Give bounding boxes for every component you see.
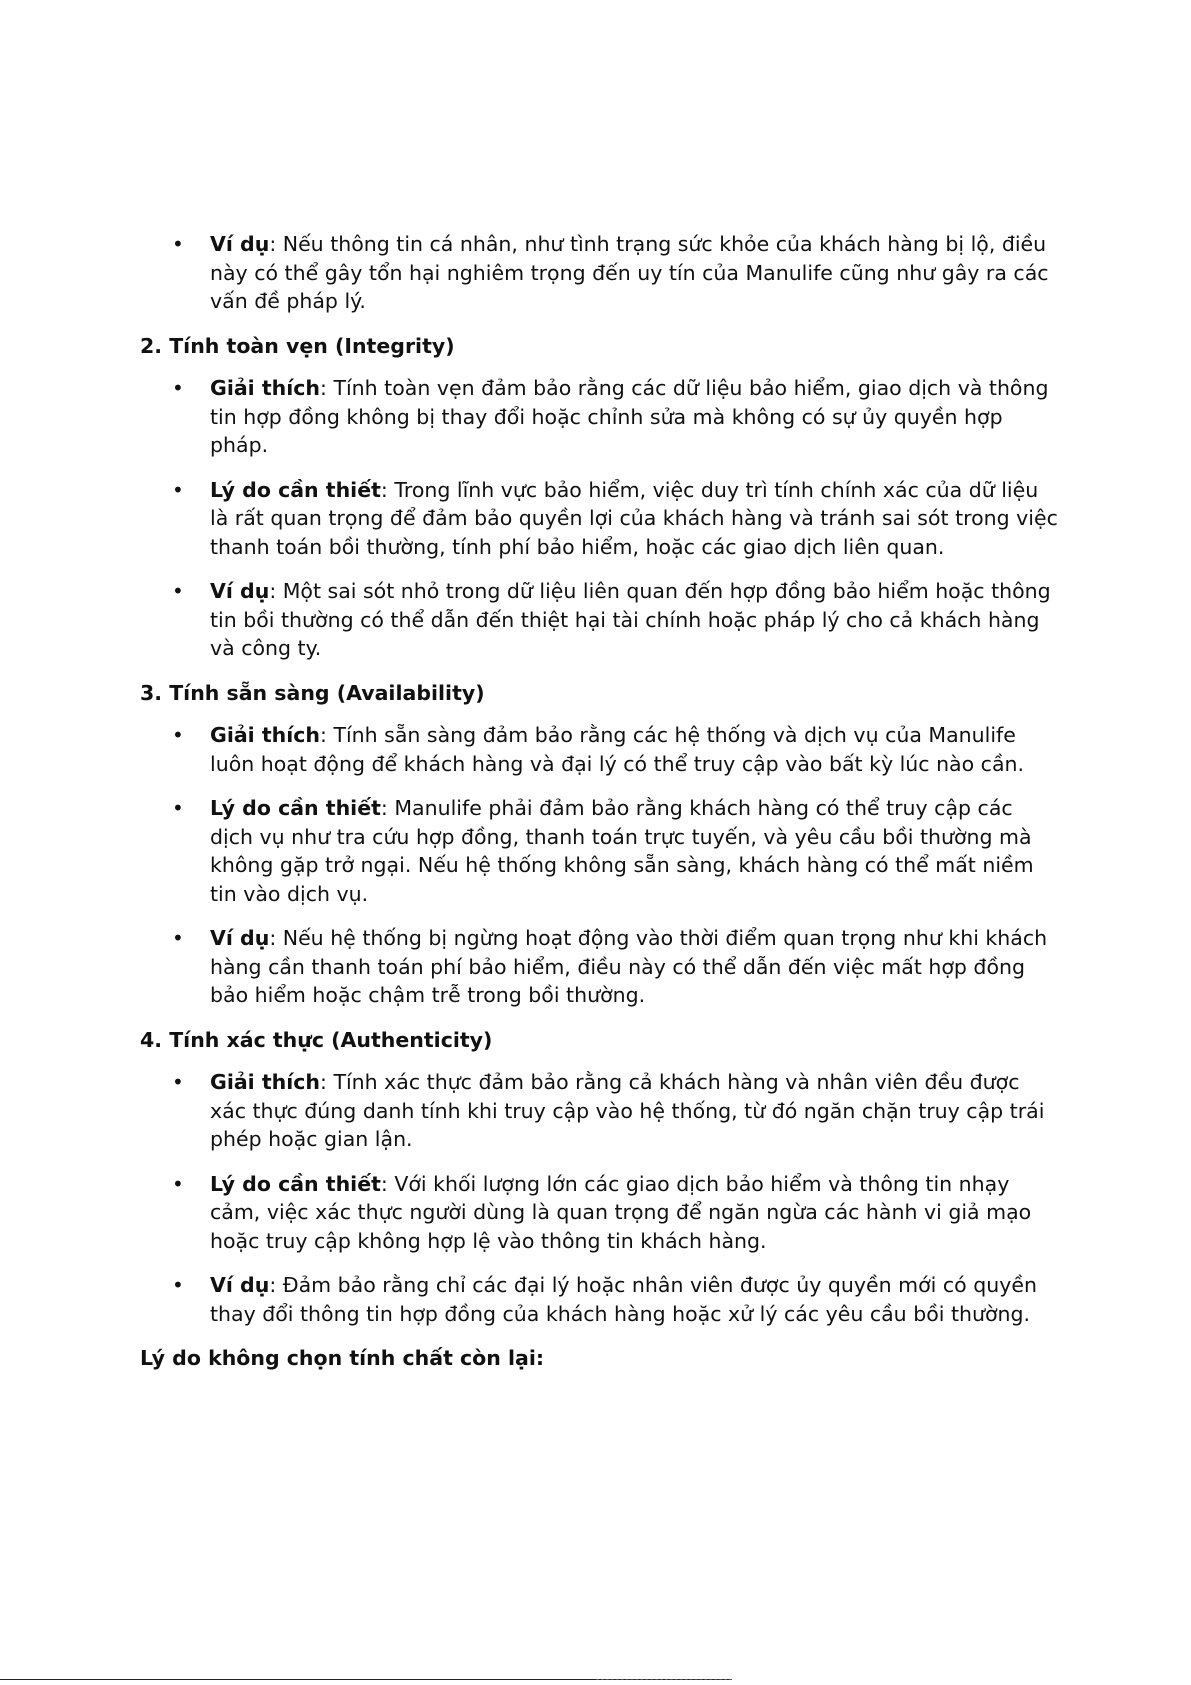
list-item xyxy=(140,374,1060,460)
list-item xyxy=(140,476,1060,562)
bullet-icon: • xyxy=(172,232,184,256)
bullet-icon: • xyxy=(172,1273,184,1297)
list-item xyxy=(140,1170,1060,1256)
section-heading-availability: 3. Tính sẵn sàng (Availability) xyxy=(140,680,485,705)
item-text: : Đảm bảo rằng chỉ các đại lý hoặc nhân viên được ủy quyền mới có quyền thay đổi thông tin hợp đồng của khách hàng hoặc xử lý các yêu cầu bồi thường. xyxy=(210,1273,1037,1326)
item-text: : Tính xác thực đảm bảo rằng cả khách hàng và nhân viên đều được xác thực đúng danh tính khi truy cập vào hệ thống, từ đó ngăn chặn truy cập trái phép hoặc gian lận. xyxy=(210,1070,1045,1151)
list-item xyxy=(140,924,1060,1010)
list-item xyxy=(140,577,1060,663)
bullet-icon: • xyxy=(172,376,184,400)
bullet-icon: • xyxy=(172,796,184,820)
bullet-icon: • xyxy=(172,579,184,603)
list-item xyxy=(140,230,1060,316)
item-label: Lý do cần thiết xyxy=(210,477,381,502)
item-text: : Nếu thông tin cá nhân, như tình trạng sức khỏe của khách hàng bị lộ, điều này có thể gây tổn hại nghiêm trọng đến uy tín của Manulife cũng như gây ra các vấn đề pháp lý. xyxy=(210,232,1049,313)
document-body xyxy=(140,230,1060,1387)
item-label: Giải thích xyxy=(210,376,321,400)
list-item xyxy=(140,1068,1060,1154)
bullet-icon: • xyxy=(172,1070,184,1094)
item-label: Lý do cần thiết xyxy=(210,1171,381,1196)
list-item xyxy=(140,1271,1060,1328)
item-text: : Trong lĩnh vực bảo hiểm, việc duy trì tính chính xác của dữ liệu là rất quan trọng để đảm bảo quyền lợi của khách hàng và tránh sai sót trong việc thanh toán bồi thường, tính phí bảo hiểm, hoặc các giao dịch liên quan. xyxy=(210,477,1058,559)
item-text: : Một sai sót nhỏ trong dữ liệu liên quan đến hợp đồng bảo hiểm hoặc thông tin bồi thường có thể dẫn đến thiệt hại tài chính hoặc pháp lý cho cả khách hàng và công ty. xyxy=(210,579,1051,660)
item-label: Lý do cần thiết xyxy=(210,796,381,820)
closing-heading: Lý do không chọn tính chất còn lại: xyxy=(140,1346,545,1370)
bullet-icon: • xyxy=(172,926,184,950)
bullet-icon: • xyxy=(172,477,184,502)
item-label: Ví dụ xyxy=(210,926,270,950)
bullet-icon: • xyxy=(172,723,184,747)
item-label: Ví dụ xyxy=(210,579,270,603)
section-heading-authenticity: 4. Tính xác thực (Authenticity) xyxy=(140,1027,493,1052)
section-heading-integrity: 2. Tính toàn vẹn (Integrity) xyxy=(140,333,455,358)
item-text: : Tính toàn vẹn đảm bảo rằng các dữ liệu bảo hiểm, giao dịch và thông tin hợp đồng không bị thay đổi hoặc chỉnh sửa mà không có sự ủy quyền hợp pháp. xyxy=(210,376,1049,457)
list-item xyxy=(140,721,1060,778)
item-text: : Với khối lượng lớn các giao dịch bảo hiểm và thông tin nhạy cảm, việc xác thực người dùng là quan trọng để ngăn ngừa các hành vi giả mạo hoặc truy cập không hợp lệ vào thông tin khách hàng. xyxy=(210,1171,1032,1253)
item-text: : Tính sẵn sàng đảm bảo rằng các hệ thống và dịch vụ của Manulife luôn hoạt động để khách hàng và đại lý có thể truy cập vào bất kỳ lúc nào cần. xyxy=(210,723,1025,776)
list-item xyxy=(140,794,1060,908)
item-label: Ví dụ xyxy=(210,232,270,256)
bullet-icon: • xyxy=(172,1171,184,1196)
page-bottom-dashed-divider xyxy=(596,1679,732,1681)
item-label: Giải thích xyxy=(210,1070,321,1094)
item-text: : Manulife phải đảm bảo rằng khách hàng có thể truy cập các dịch vụ như tra cứu hợp đồng, thanh toán trực tuyến, và yêu cầu bồi thường mà không gặp trở ngại. Nếu hệ thống không sẵn sàng, khách hàng có thể mất niềm tin vào dịch vụ. xyxy=(210,796,1034,906)
item-text: : Nếu hệ thống bị ngừng hoạt động vào thời điểm quan trọng như khi khách hàng cần thanh toán phí bảo hiểm, điều này có thể dẫn đến việc mất hợp đồng bảo hiểm hoặc chậm trễ trong bồi thường. xyxy=(210,926,1048,1007)
item-label: Giải thích xyxy=(210,723,321,747)
item-label: Ví dụ xyxy=(210,1273,270,1297)
